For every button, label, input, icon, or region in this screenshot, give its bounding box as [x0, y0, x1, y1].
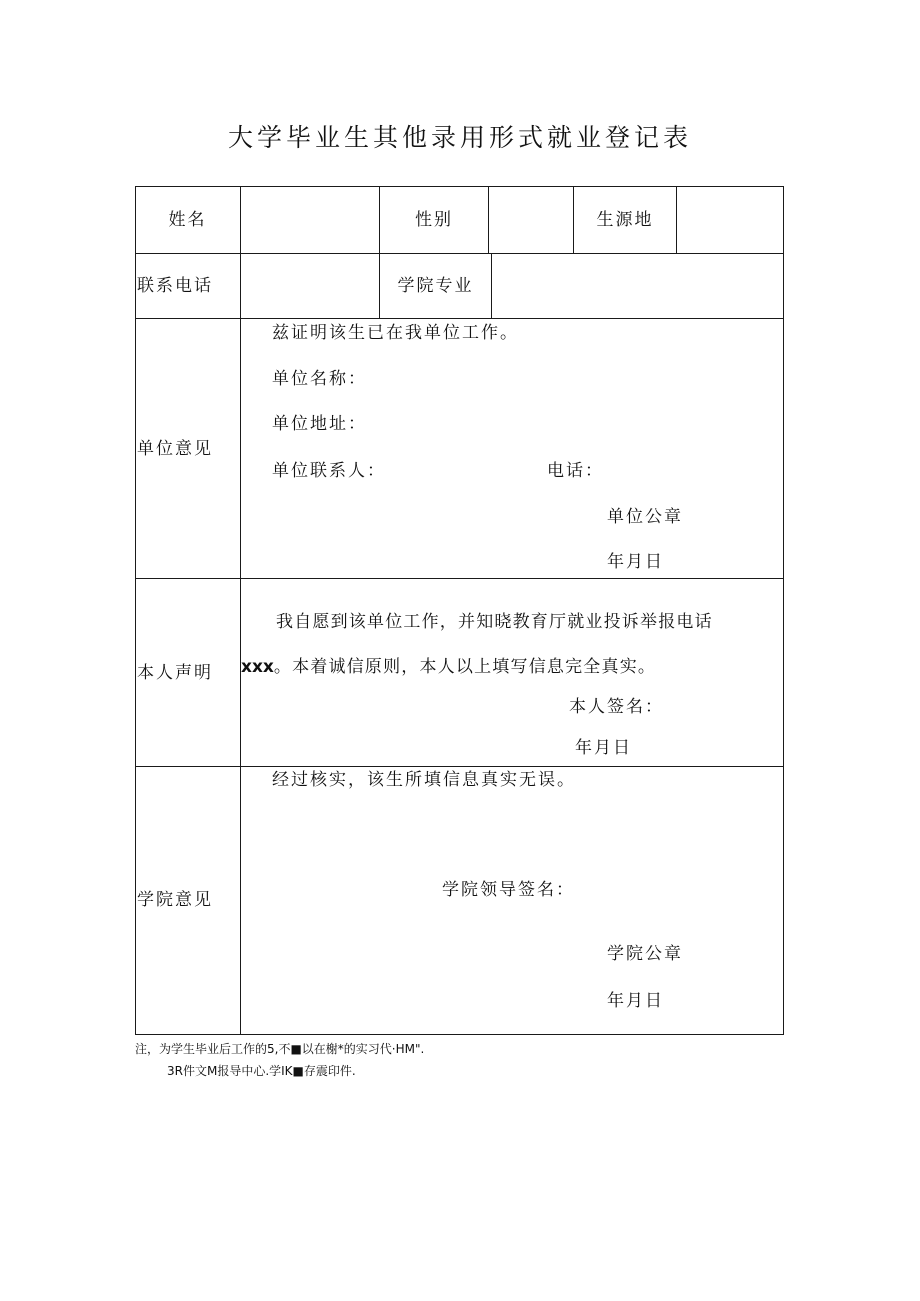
registration-form-table [135, 186, 784, 1035]
unit-address-label: 单位地址： [272, 414, 367, 434]
unit-contact-label: 单位联系人： [272, 461, 386, 481]
college-opinion-label: 学院意见 [137, 890, 213, 910]
unit-certify-text: 兹证明该生已在我单位工作。 [272, 323, 519, 343]
statement-date-label: 年月日 [575, 738, 632, 758]
origin-label: 生源地 [596, 210, 654, 230]
footnote-line-1: 注，为学生毕业后工作的5,不■以在榭*的实习代·HM". [135, 1042, 425, 1056]
origin-field[interactable] [677, 187, 783, 253]
statement-label: 本人声明 [137, 663, 213, 683]
unit-phone-label: 电话： [547, 461, 604, 481]
column-divider [379, 186, 380, 318]
footnote-line-2: 3R件文M报导中心.学IK■存震印件. [167, 1064, 356, 1078]
unit-name-label: 单位名称： [272, 369, 367, 389]
college-major-field[interactable] [492, 254, 783, 318]
college-verify-text: 经过核实，该生所填信息真实无误。 [272, 770, 576, 790]
name-field[interactable] [241, 187, 379, 253]
gender-label: 性别 [415, 210, 453, 230]
report-phone-number: xxx [241, 657, 274, 677]
row-divider [135, 578, 784, 579]
gender-field[interactable] [489, 187, 573, 253]
unit-date-label: 年月日 [607, 552, 664, 572]
table-border-left [135, 186, 136, 1035]
statement-line-2 [241, 656, 656, 678]
self-signature-label: 本人签名： [569, 697, 664, 717]
statement-line-1: 我自愿到该单位工作，并知晓教育厅就业投诉举报电话 [276, 612, 713, 632]
name-label: 姓名 [168, 210, 207, 230]
unit-seal-label: 单位公章 [607, 507, 683, 527]
phone-field[interactable] [241, 254, 379, 318]
unit-opinion-label: 单位意见 [137, 439, 213, 459]
row-divider [135, 318, 784, 319]
statement-line-2-text: 。本着诚信原则，本人以上填写信息完全真实。 [273, 657, 657, 677]
college-major-label: 学院专业 [397, 276, 474, 296]
form-title: 大学毕业生其他录用形式就业登记表 [227, 123, 692, 152]
table-border-right [783, 186, 784, 1035]
college-leader-signature-label: 学院领导签名： [442, 880, 575, 900]
college-seal-label: 学院公章 [607, 944, 683, 964]
college-date-label: 年月日 [607, 991, 664, 1011]
row-divider [135, 766, 784, 767]
table-border-bottom [135, 1034, 784, 1035]
phone-label: 联系电话 [137, 276, 213, 296]
